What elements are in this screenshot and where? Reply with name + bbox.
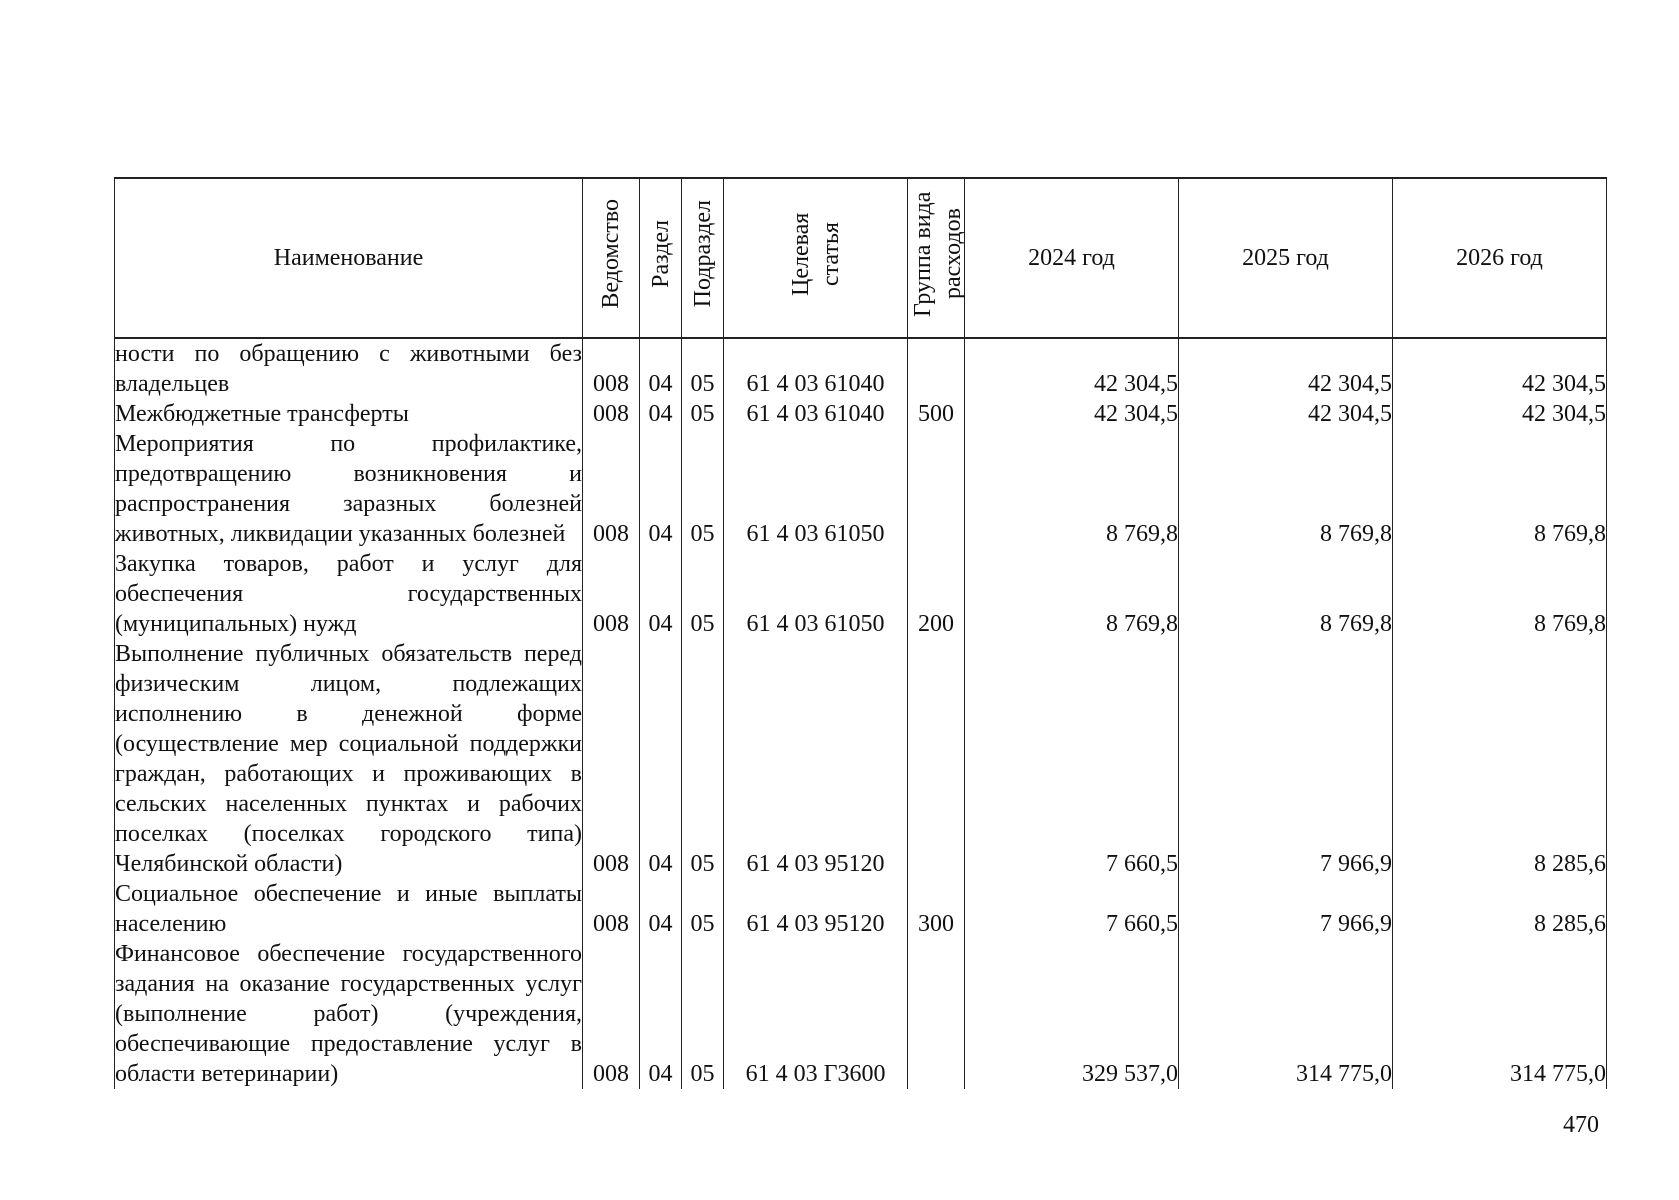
row-podrazdel: 05 (682, 338, 724, 399)
row-vedomstvo: 008 (583, 549, 640, 639)
budget-table (114, 177, 1607, 1089)
header-vedomstvo (583, 178, 640, 338)
row-podrazdel: 05 (682, 399, 724, 429)
row-target: 61 4 03 Г3600 (724, 939, 908, 1089)
page-number: 470 (1563, 1112, 1599, 1138)
row-2024: 7 660,5 (965, 879, 1179, 939)
row-vedomstvo: 008 (583, 338, 640, 399)
row-2025: 7 966,9 (1179, 879, 1393, 939)
row-razdel: 04 (640, 338, 682, 399)
row-2026: 8 285,6 (1393, 639, 1607, 879)
row-2026: 42 304,5 (1393, 338, 1607, 399)
table-row (115, 399, 1607, 429)
row-group (908, 639, 965, 879)
table-header-row (115, 178, 1607, 338)
row-name: Мероприятия по профилактике, предотвращению возникновения и распространения заразных болезней животных, ликвидации указанных болезней (115, 431, 582, 547)
row-target: 61 4 03 61040 (724, 399, 908, 429)
row-target: 61 4 03 61040 (724, 338, 908, 399)
table-row (115, 879, 1607, 939)
header-razdel-label: Раздел (647, 220, 674, 288)
row-2024: 7 660,5 (965, 639, 1179, 879)
row-target: 61 4 03 61050 (724, 549, 908, 639)
header-2024: 2024 год (965, 178, 1179, 338)
table-row (115, 639, 1607, 879)
header-target (724, 178, 908, 338)
row-razdel: 04 (640, 939, 682, 1089)
row-group (908, 338, 965, 399)
row-name: Выполнение публичных обязательств перед физическим лицом, подлежащих исполнению в денежной форме (осуществление мер социальной поддержки граждан, работающих и проживающих в сельских населенных пунктах и рабочих поселках (поселках городского типа) Челябинской области) (115, 641, 582, 877)
row-2025: 42 304,5 (1179, 338, 1393, 399)
row-group: 200 (908, 549, 965, 639)
row-podrazdel: 05 (682, 879, 724, 939)
header-group (908, 178, 965, 338)
row-2026: 314 775,0 (1393, 939, 1607, 1089)
row-razdel: 04 (640, 429, 682, 549)
row-name: Социальное обеспечение и иные выплаты населению (115, 881, 582, 937)
table-row (115, 549, 1607, 639)
header-2026: 2026 год (1393, 178, 1607, 338)
table-row (115, 338, 1607, 399)
row-2026: 8 285,6 (1393, 879, 1607, 939)
table-row (115, 429, 1607, 549)
row-vedomstvo: 008 (583, 639, 640, 879)
row-2024: 329 537,0 (965, 939, 1179, 1089)
row-2025: 8 769,8 (1179, 429, 1393, 549)
row-2026: 8 769,8 (1393, 429, 1607, 549)
header-2025: 2025 год (1179, 178, 1393, 338)
row-razdel: 04 (640, 639, 682, 879)
row-razdel: 04 (640, 879, 682, 939)
row-name: ности по обращению с животными без владельцев (115, 338, 583, 399)
row-podrazdel: 05 (682, 549, 724, 639)
row-podrazdel: 05 (682, 429, 724, 549)
header-group-label: Группа вида расходов (910, 191, 966, 317)
row-razdel: 04 (640, 399, 682, 429)
row-name: Закупка товаров, работ и услуг для обеспечения государственных (муниципальных) нужд (115, 551, 582, 637)
header-target-label: Целевая статья (787, 212, 844, 296)
row-vedomstvo: 008 (583, 879, 640, 939)
row-name: Финансовое обеспечение государственного задания на оказание государственных услуг (выполнение работ) (учреждения, обеспечивающие предоставление услуг в области ветеринарии) (115, 941, 582, 1087)
row-2025: 8 769,8 (1179, 549, 1393, 639)
table-row (115, 939, 1607, 1089)
row-2024: 42 304,5 (965, 338, 1179, 399)
row-2024: 8 769,8 (965, 429, 1179, 549)
row-2024: 42 304,5 (965, 399, 1179, 429)
row-podrazdel: 05 (682, 939, 724, 1089)
row-2025: 314 775,0 (1179, 939, 1393, 1089)
row-target: 61 4 03 61050 (724, 429, 908, 549)
row-2026: 8 769,8 (1393, 549, 1607, 639)
row-2024: 8 769,8 (965, 549, 1179, 639)
row-group: 300 (908, 879, 965, 939)
header-podrazdel-label: Подраздел (689, 200, 716, 308)
row-group: 500 (908, 399, 965, 429)
row-2026: 42 304,5 (1393, 399, 1607, 429)
row-2025: 7 966,9 (1179, 639, 1393, 879)
row-podrazdel: 05 (682, 639, 724, 879)
header-vedomstvo-label: Ведомство (598, 199, 624, 309)
header-razdel (640, 178, 682, 338)
row-razdel: 04 (640, 549, 682, 639)
row-name: Межбюджетные трансферты (115, 399, 583, 429)
row-2025: 42 304,5 (1179, 399, 1393, 429)
row-group (908, 939, 965, 1089)
row-group (908, 429, 965, 549)
row-vedomstvo: 008 (583, 939, 640, 1089)
row-target: 61 4 03 95120 (724, 879, 908, 939)
row-vedomstvo: 008 (583, 399, 640, 429)
header-name: Наименование (115, 178, 583, 338)
row-vedomstvo: 008 (583, 429, 640, 549)
row-target: 61 4 03 95120 (724, 639, 908, 879)
header-podrazdel (682, 178, 724, 338)
